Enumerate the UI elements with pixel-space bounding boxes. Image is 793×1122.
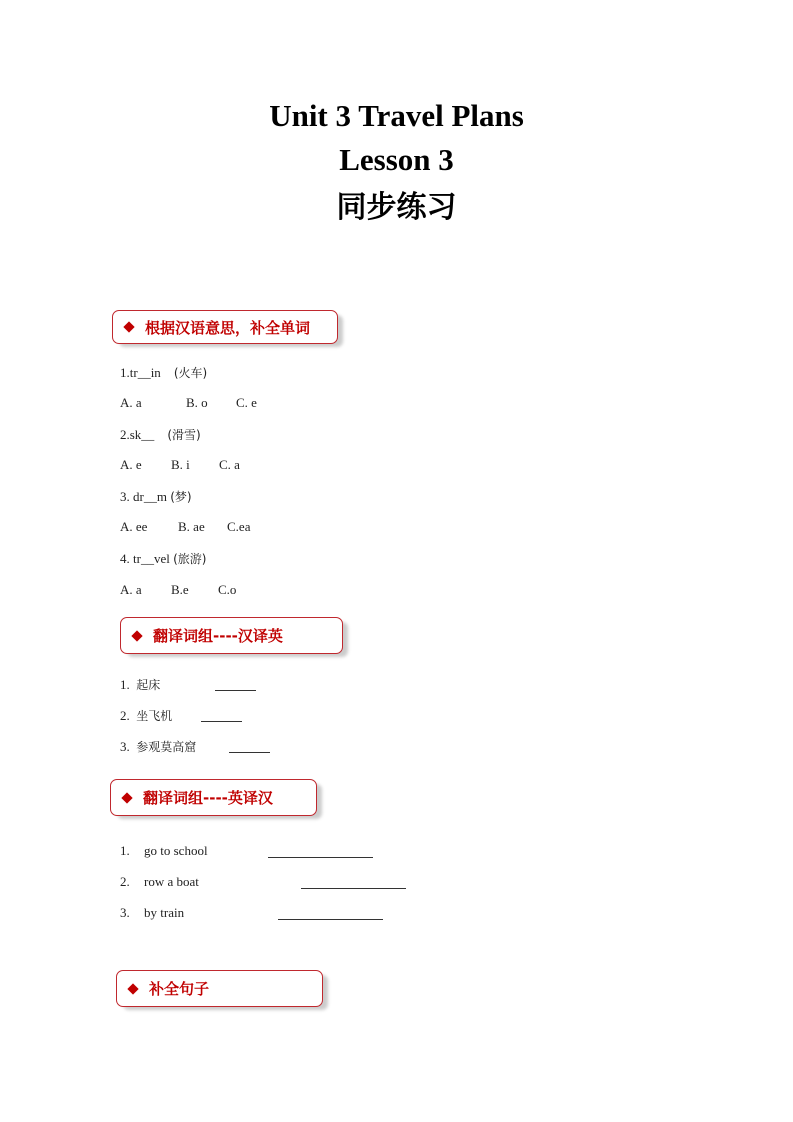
section-label: 翻译词组----英译汉: [143, 789, 273, 807]
en-item-3: [120, 905, 185, 921]
option: A. ee: [120, 519, 148, 534]
answer-blank[interactable]: [278, 919, 383, 920]
options-2: [120, 457, 240, 473]
option: C.ea: [227, 519, 251, 534]
item-text: 参观莫高窟: [136, 740, 197, 754]
en-item-1: [120, 843, 208, 859]
question-3: [120, 488, 192, 505]
unit-title: Unit 3 Travel Plans: [269, 98, 524, 133]
question-stem: 1.tr__in: [120, 365, 161, 380]
en-item-2: [120, 874, 199, 890]
answer-blank[interactable]: [201, 721, 242, 722]
answer-blank[interactable]: [229, 752, 270, 753]
item-number: 1.: [120, 677, 130, 692]
item-text: 起床: [136, 678, 161, 692]
question-2: [120, 426, 201, 443]
zh-item-1: [120, 676, 160, 693]
option: C. e: [236, 395, 257, 410]
answer-blank[interactable]: [268, 857, 373, 858]
diamond-icon: [131, 630, 142, 641]
item-number: 3.: [120, 905, 130, 920]
diamond-icon: [127, 983, 138, 994]
option: A. a: [120, 582, 142, 597]
item-text: 坐飞机: [136, 709, 173, 723]
section-label: 补全句子: [149, 980, 210, 998]
section-header-zh-to-en: [120, 617, 343, 654]
question-1: [120, 364, 207, 381]
option: A. e: [120, 457, 142, 472]
question-hint: (梦): [170, 490, 192, 504]
exercise-title: 同步练习: [336, 190, 457, 225]
section-label: 根据汉语意思，补全单词: [145, 318, 311, 337]
item-number: 3.: [120, 739, 130, 754]
section-label: 翻译词组----汉译英: [153, 627, 283, 645]
lesson-title: Lesson 3: [339, 142, 454, 177]
question-stem: 2.sk__: [120, 427, 155, 442]
option: B. ae: [178, 519, 205, 534]
question-hint: (滑雪): [167, 428, 201, 442]
question-hint: (旅游): [173, 552, 207, 566]
diamond-icon: [121, 792, 132, 803]
option: B. o: [186, 395, 208, 410]
zh-item-3: [120, 738, 196, 755]
item-text: row a boat: [144, 874, 199, 889]
answer-blank[interactable]: [215, 690, 256, 691]
option: B. i: [171, 457, 190, 472]
diamond-icon: [123, 321, 134, 332]
options-4: [120, 582, 237, 598]
zh-item-2: [120, 707, 172, 724]
question-stem: 3. dr__m: [120, 489, 167, 504]
option: C.o: [218, 582, 237, 597]
option: B.e: [171, 582, 189, 597]
section-header-en-to-zh: [110, 779, 317, 816]
options-1: [120, 395, 257, 411]
option: C. a: [219, 457, 240, 472]
option: A. a: [120, 395, 142, 410]
item-text: go to school: [144, 843, 208, 858]
item-number: 2.: [120, 708, 130, 723]
question-stem: 4. tr__vel: [120, 551, 170, 566]
answer-blank[interactable]: [301, 888, 406, 889]
item-number: 2.: [120, 874, 130, 889]
item-text: by train: [144, 905, 185, 920]
section-header-complete-sentences: [116, 970, 323, 1007]
question-hint: (火车): [173, 366, 208, 380]
question-4: [120, 550, 206, 567]
item-number: 1.: [120, 843, 130, 858]
options-3: [120, 519, 251, 535]
section-header-fill-words: [112, 310, 338, 344]
